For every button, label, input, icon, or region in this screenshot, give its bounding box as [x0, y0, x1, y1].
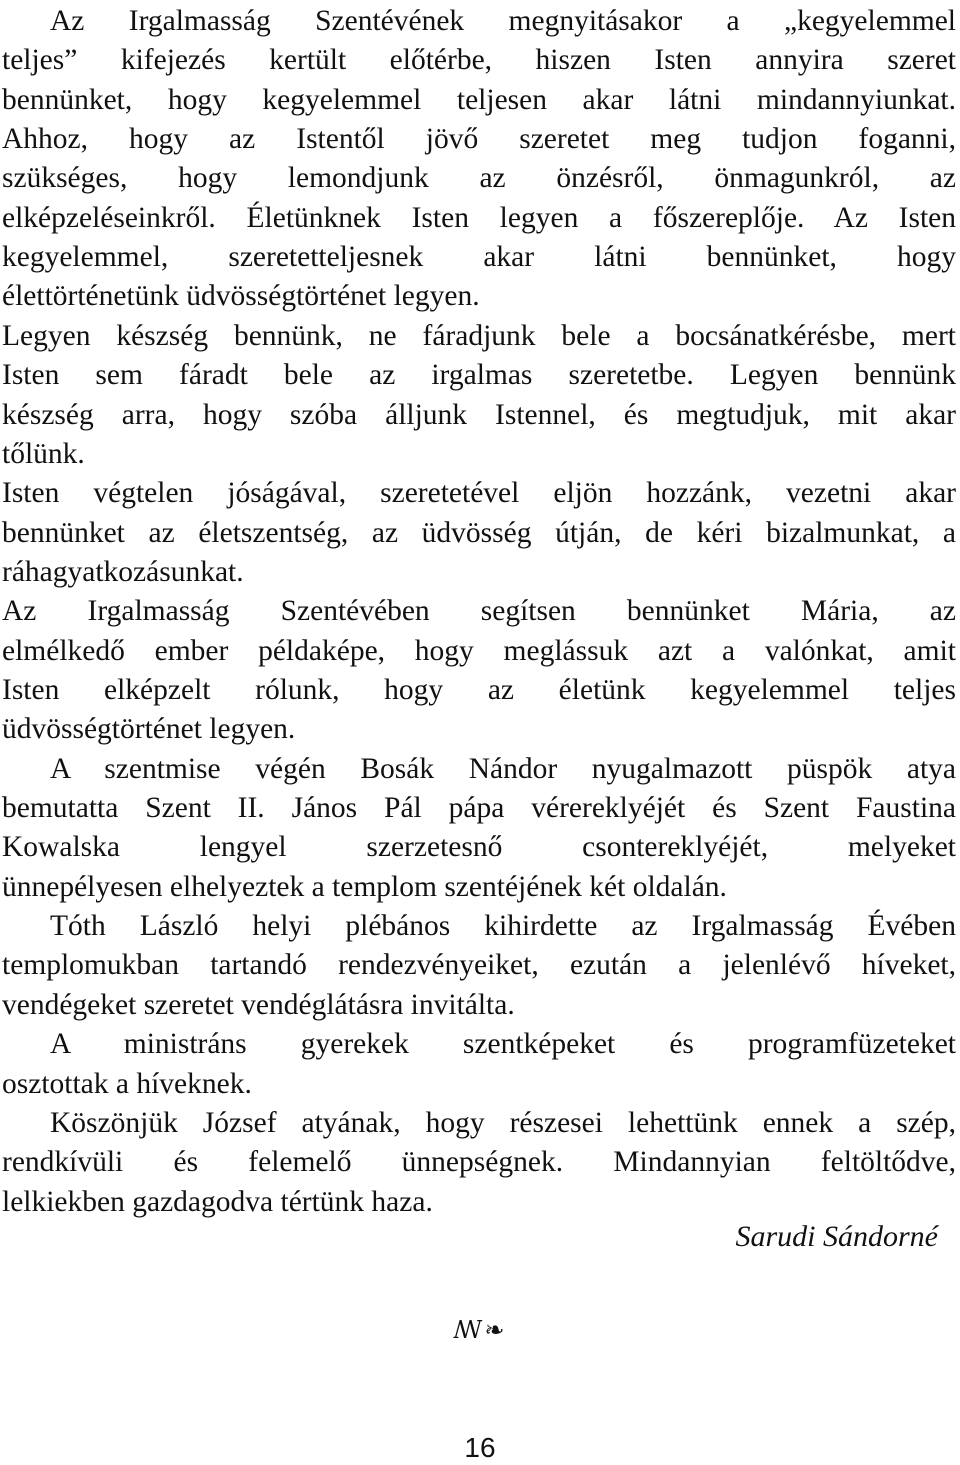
paragraph-line: bennünket, hogy kegyelemmel teljesen akar látni mindannyiunkat.	[2, 83, 956, 116]
paragraph-line: rendkívüli és felemelő ünnepségnek. Mindannyian feltöltődve,	[2, 1146, 956, 1179]
page-number: 16	[464, 1432, 496, 1463]
paragraph-line: készség arra, hogy szóba álljunk Istennel, és megtudjuk, mit akar	[2, 398, 956, 431]
paragraph-line: Az Irgalmasság Szentévének megnyitásakor a „kegyelemmel	[50, 5, 956, 37]
paragraph-line: A szentmise végén Bosák Nándor nyugalmazott püspök atya	[50, 752, 956, 785]
paragraph-line: elképzeléseinkről. Életünknek Isten legyen a főszereplője. Az Isten	[2, 201, 956, 234]
paragraph-line: ráhagyatkozásunkat.	[2, 555, 244, 588]
paragraph-line: Isten végtelen jóságával, szeretetével eljön hozzánk, vezetni akar	[2, 477, 956, 510]
paragraph-line: A ministráns gyerekek szentképeket és programfüzeteket	[50, 1028, 956, 1061]
paragraph-line: Tóth László helyi plébános kihirdette az Irgalmasság Évében	[50, 910, 956, 943]
paragraph-line: üdvösségtörténet legyen.	[2, 713, 296, 746]
paragraph-line: osztottak a híveknek.	[2, 1067, 252, 1100]
author-signature: Sarudi Sándorné	[735, 1220, 938, 1253]
ornament-divider: ꟿ❧	[453, 1318, 507, 1344]
paragraph-line: vendégeket szeretet vendéglátásra invitálta.	[2, 988, 515, 1021]
paragraph-line: Legyen készség bennünk, ne fáradjunk bele a bocsánatkérésbe, mert	[2, 319, 956, 352]
paragraph-line: élettörténetünk üdvösségtörténet legyen.	[2, 280, 480, 313]
paragraph-line: elmélkedő ember példaképe, hogy meglássuk azt a valónkat, amit	[2, 634, 956, 667]
paragraph-line: tőlünk.	[2, 437, 85, 470]
paragraph-line: Kowalska lengyel szerzetesnő csontereklyéjét, melyeket	[2, 831, 956, 864]
paragraph-line: teljes” kifejezés kertült előtérbe, hiszen Isten annyira szeret	[2, 44, 956, 77]
paragraph-line: Köszönjük József atyának, hogy részesei lehettünk ennek a szép,	[50, 1106, 956, 1139]
paragraph-line: lelkiekben gazdagodva tértünk haza.	[2, 1185, 433, 1218]
paragraph-line: templomukban tartandó rendezvényeiket, ezután a jelenlévő híveket,	[2, 949, 956, 982]
paragraph-line: bemutatta Szent II. János Pál pápa vérereklyéjét és Szent Faustina	[2, 792, 956, 824]
paragraph-line: Az Irgalmasság Szentévében segítsen bennünket Mária, az	[2, 595, 956, 628]
paragraph-line: Ahhoz, hogy az Istentől jövő szeretet meg tudjon foganni,	[2, 123, 956, 156]
paragraph-line: ünnepélyesen elhelyeztek a templom szentéjének két oldalán.	[2, 870, 727, 903]
paragraph-line: bennünket az életszentség, az üdvösség útján, de kéri bizalmunkat, a	[2, 516, 956, 549]
paragraph-line: Isten elképzelt rólunk, hogy az életünk kegyelemmel teljes	[2, 674, 956, 706]
paragraph-line: szükséges, hogy lemondjunk az önzésről, önmagunkról, az	[2, 162, 956, 195]
paragraph-line: Isten sem fáradt bele az irgalmas szeretetbe. Legyen bennünk	[2, 359, 956, 392]
paragraph-line: kegyelemmel, szeretetteljesnek akar látni bennünket, hogy	[2, 241, 956, 274]
